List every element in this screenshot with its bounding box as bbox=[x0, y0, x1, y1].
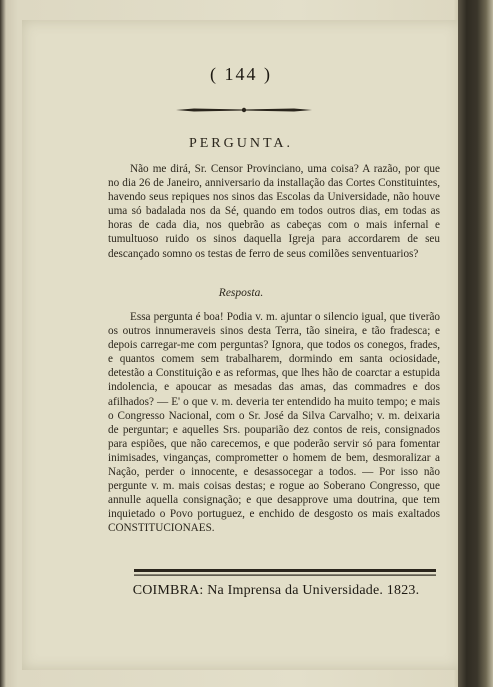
question-text: Não me dirá, Sr. Censor Provinciano, uma coisa? A razão, por que no dia 26 de Janeiro, anniversario da installação das Cortes Constituintes, havendo seus repiques nos sinos das Escolas da Universidade, não houve uma só badalada nos da Sé, quando em todos outros dias, em todas as horas de cada dia, nos quebrão as cabeças com o mais infernal e tumultuoso ruido os sinos daquella Igreja para accordarem de seu descançado somno os testas de ferro de seus comilões senventuarios? bbox=[108, 163, 440, 260]
double-rule-bottom bbox=[134, 568, 436, 578]
imprint-line: COIMBRA: Na Imprensa da Universidade. 1823. bbox=[132, 583, 420, 598]
paper-sheet bbox=[22, 20, 460, 670]
book-spine-edge bbox=[458, 0, 493, 687]
section-heading: PERGUNTA. bbox=[188, 136, 294, 151]
answer-text: Essa pergunta é boa! Podia v. m. ajuntar o silencio igual, que tiverão os outros innumeraveis sinos desta Terra, tão sineira, e tão fradesca; e depois carregar-me com perguntas? Ignora, que todos os conegos, frades, e quantos comem sem trabalharem, dormindo em santa ociosidade, detestão a Constituição e as reformas, que lhes hão de coarctar a estupida indolencia, e apoucar as mesadas das amas, das commadres e dos afilhados? — E' o que v. m. deveria ter entendido ha muito tempo; e mais o Congresso Nacional, com o Sr. José da Silva Carvalho; v. m. deixaria de perguntar; e aquelles Srs. pouparião dez contos de reis, consignados para espiões, que não carecemos, e que poderão servir só para fomentar inimisades, vinganças, comprometter o homem de bem, desmoralizar a Nação, perder o innocente, e desassocegar a todos. — Por isso não pergunte v. m. mais coisas destas; e rogue ao Soberano Congresso, que annulle aquella consignação; e que desapprove uma doutrina, que tem inquietado o Povo portuguez, e enchido de desgosto os mais exaltados CONSTITUCIONAES. bbox=[108, 311, 440, 535]
ornamental-rule-top bbox=[174, 104, 314, 116]
answer-paragraph bbox=[108, 310, 440, 536]
page-number: ( 144 ) bbox=[210, 64, 272, 84]
answer-label: Resposta. bbox=[218, 287, 264, 299]
question-paragraph bbox=[108, 162, 440, 261]
